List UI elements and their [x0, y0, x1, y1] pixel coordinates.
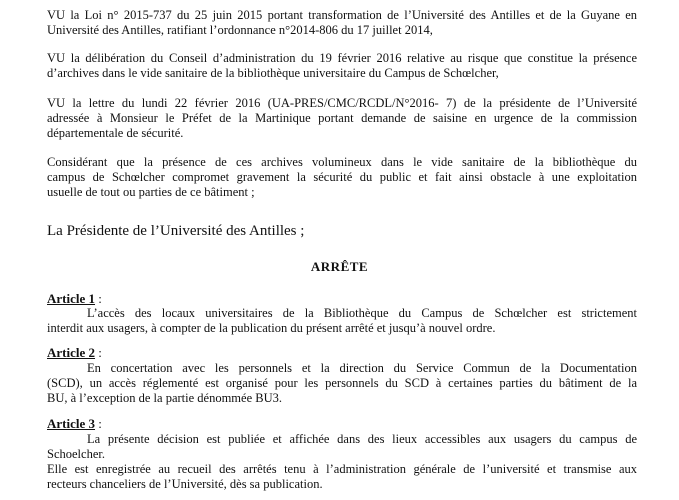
article-title-colon: :: [95, 291, 102, 306]
article-title-colon: :: [95, 416, 102, 431]
text-line: Schoelcher.: [47, 447, 105, 461]
article-title-colon: :: [95, 345, 102, 360]
text-line: Elle est enregistrée au recueil des arrêtés tenu à l’administration générale de l’université et transmise aux: [47, 462, 637, 476]
text-line: adressée à Monsieur le Préfet de la Martinique portant demande de saisine en urgence de la commission: [47, 111, 637, 125]
consideration-deliberation: [47, 51, 637, 81]
text-line: d’archives dans le vide sanitaire de la bibliothèque universitaire du Campus de Schœlcher,: [47, 66, 499, 80]
article-title-text: Article 1: [47, 291, 96, 306]
article-title-text: Article 3: [47, 416, 96, 431]
text-line: VU la délibération du Conseil d’administration du 19 février 2016 relative au risque que constitue la présence: [47, 51, 637, 65]
article-2-body: [47, 361, 637, 406]
text-line: usuelle de tout ou parties de ce bâtiment ;: [47, 185, 255, 199]
president-statement: La Présidente de l’Université des Antilles ;: [47, 223, 305, 239]
text-line: L’accès des locaux universitaires de la Bibliothèque du Campus de Schœlcher est strictement: [87, 306, 637, 320]
text-line: (SCD), un accès réglementé est organisé pour les personnels du SCD à certaines parties du bâtiment de la: [47, 376, 637, 390]
article-title-text: Article 2: [47, 345, 96, 360]
text-line: campus de Schœlcher compromet gravement la sécurité du public et fait ainsi obstacle à une exploitation: [47, 170, 637, 184]
text-line: départementale de sécurité.: [47, 126, 184, 140]
decree-heading: ARRÊTE: [310, 259, 369, 274]
article-1-body: [47, 306, 637, 336]
text-line: Considérant que la présence de ces archives volumineux dans le vide sanitaire de la bibliothèque du: [47, 155, 637, 169]
text-line: En concertation avec les personnels et la direction du Service Commun de la Documentation: [87, 361, 637, 375]
text-line: recteurs chanceliers de l’Université, dès sa publication.: [47, 477, 323, 491]
text-line: Université des Antilles, ratifiant l’ordonnance n°2014-806 du 17 juillet 2014,: [47, 23, 433, 37]
text-line: VU la Loi n° 2015-737 du 25 juin 2015 portant transformation de l’Université des Antilles et de la Guyane en: [47, 8, 637, 22]
article-1-title: [47, 291, 102, 306]
text-line: VU la lettre du lundi 22 février 2016 (UA-PRES/CMC/RCDL/N°2016- 7) de la présidente de l’Université: [47, 96, 637, 110]
text-line: La présente décision est publiée et affichée dans des lieux accessibles aux usagers du campus de: [87, 432, 637, 446]
text-line: interdit aux usagers, à compter de la publication du présent arrêté et jusqu’à nouvel ordre.: [47, 321, 496, 335]
text-line: BU, à l’exception de la partie dénommée BU3.: [47, 391, 282, 405]
article-3-title: [47, 416, 102, 431]
consideration-risk: [47, 155, 637, 200]
consideration-letter: [47, 96, 637, 141]
article-2-title: [47, 345, 102, 360]
article-3-body: [47, 432, 637, 492]
consideration-law: [47, 8, 637, 38]
